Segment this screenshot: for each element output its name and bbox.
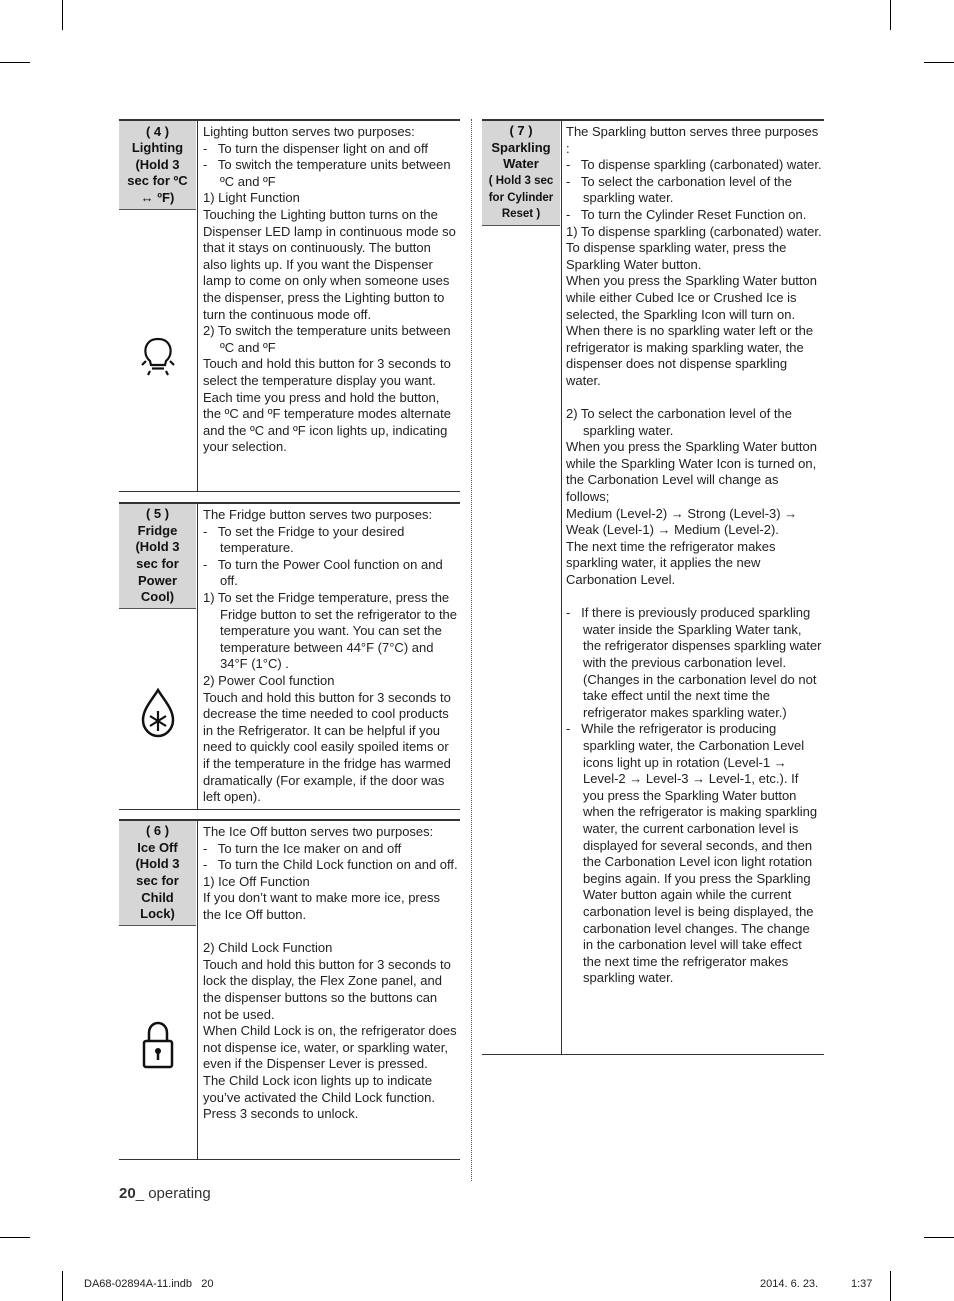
section-label: ( 4 ) Lighting (Hold 3 sec for ºC ↔ ºF) bbox=[119, 121, 196, 210]
imprint-time: 1:37 bbox=[851, 1278, 873, 1290]
lightbulb-icon bbox=[119, 329, 196, 379]
imprint-file: DA68-02894A-11.indb 20 bbox=[84, 1278, 214, 1290]
page-number: 20 bbox=[119, 1185, 136, 1202]
section-text: The Sparkling button serves three purposes : - To dispense sparkling (carbonated) water. - To select the carbonation level of the sparkling water. - To turn the Cylinder Reset Function on. 1) To dispense sparkling (carbonated) water. To dispense sparkling water, press the Sparkling Water button. When you press the Sparkling Water button while either Cubed Ice or Crushed Ice is selected, the Sparkling Icon will turn on. When there is no sparkling water left or the refrigerator is making sparkling water, the dispenser does not dispense sparkling water. 2) To select the carbonation level of the sparkling water. When you press the Sparkling Water button while the Sparkling Water Icon is turned on, the Carbonation Level will change as follows; Medium (Level-2) → Strong (Level-3) → Weak (Level-1) → Medium (Level-2). The next time the refrigerator makes sparkling water, it applies the new Carbonation Level. - If there is previously produced sparkling water inside the Sparkling Water tank, the refrigerator dispenses sparkling water with the previous carbonation level. (Changes in the carbonation level do not take effect until the next time the refrigerator makes sparkling water.) - While the refrigerator is producing sparkling water, the Carbonation Level icons light up in rotation (Level-1 → Level-2 → Level-3 → Level-1, etc.). If you press the Sparkling Water button when the refrigerator is making sparkling water, the current carbonation level is displayed for several seconds, and then the Carbonation Level icon light rotation begins again. If you press the Sparkling Water button again while the current carbonation level is being displayed, the carbonation level changes. The change in the carbonation level will take effect the next time the refrigerator makes sparkling water. bbox=[566, 124, 822, 986]
section-text: The Fridge button serves two purposes: - To set the Fridge to your desired temperature. - To turn the Power Cool function on and off. 1) To set the Fridge temperature, press the Fridge button to set the refrigerator to the temperature you want. You can set the temperature between 44°F (7°C) and 34°F (1°C) . 2) Power Cool function Touch and hold this button for 3 seconds to decrease the time needed to cool products in the Refrigerator. It can be helpful if you need to quickly cool easily spoiled items or if the temperature in the fridge has warmed dramatically (For example, if the door was left open). bbox=[203, 507, 458, 805]
section-label: ( 7 ) Sparkling Water ( Hold 3 sec for Cylinder Reset ) bbox=[482, 121, 560, 226]
crop-mark bbox=[890, 1271, 891, 1301]
crop-mark bbox=[890, 0, 891, 30]
section-name: _ operating bbox=[135, 1185, 211, 1202]
imprint-date: 2014. 6. 23. bbox=[760, 1278, 819, 1290]
crop-mark bbox=[62, 1271, 63, 1301]
section-label: ( 6 ) Ice Off (Hold 3 sec for Child Lock) bbox=[119, 821, 196, 926]
sparkling-water-section bbox=[482, 119, 824, 1055]
crop-mark bbox=[0, 1237, 30, 1238]
crop-mark bbox=[924, 1237, 954, 1238]
fridge-drop-icon bbox=[119, 684, 196, 742]
section-text: Lighting button serves two purposes: - To turn the dispenser light on and off - To switch the temperature units between ºC and ºF 1) Light Function Touching the Lighting button turns on the Dispenser LED lamp in continuous mode so that it stays on continuously. The button also lights up. If you want the Dispenser lamp to come on only when someone uses the dispenser, press the Lighting button to turn the continuous mode off. 2) To switch the temperature units between ºC and ºF Touch and hold this button for 3 seconds to select the temperature display you want. Each time you press and hold the button, the ºC and ºF temperature modes alternate and the ºC and ºF icon lights up, indicating your selection. bbox=[203, 124, 456, 455]
section-label: ( 5 ) Fridge (Hold 3 sec for Power Cool) bbox=[119, 504, 196, 609]
lighting-section bbox=[119, 119, 460, 492]
column-divider bbox=[471, 119, 472, 1181]
section-text: The Ice Off button serves two purposes: - To turn the Ice maker on and off - To turn the Child Lock function on and off. 1) Ice Off Function If you don’t want to make more ice, press the Ice Off button. 2) Child Lock Function Touch and hold this button for 3 seconds to lock the display, the Flex Zone panel, and the dispenser buttons so the buttons can not be used. When Child Lock is on, the refrigerator does not dispense ice, water, or sparkling water, even if the Dispenser Lever is pressed. The Child Lock icon lights up to indicate you’ve activated the Child Lock function. Press 3 seconds to unlock. bbox=[203, 824, 458, 1122]
page-footer bbox=[119, 1185, 211, 1202]
crop-mark bbox=[62, 0, 63, 30]
fridge-section bbox=[119, 502, 460, 810]
crop-mark bbox=[0, 62, 30, 63]
ice-off-section bbox=[119, 819, 460, 1160]
lock-icon bbox=[119, 1017, 196, 1073]
crop-mark bbox=[924, 62, 954, 63]
